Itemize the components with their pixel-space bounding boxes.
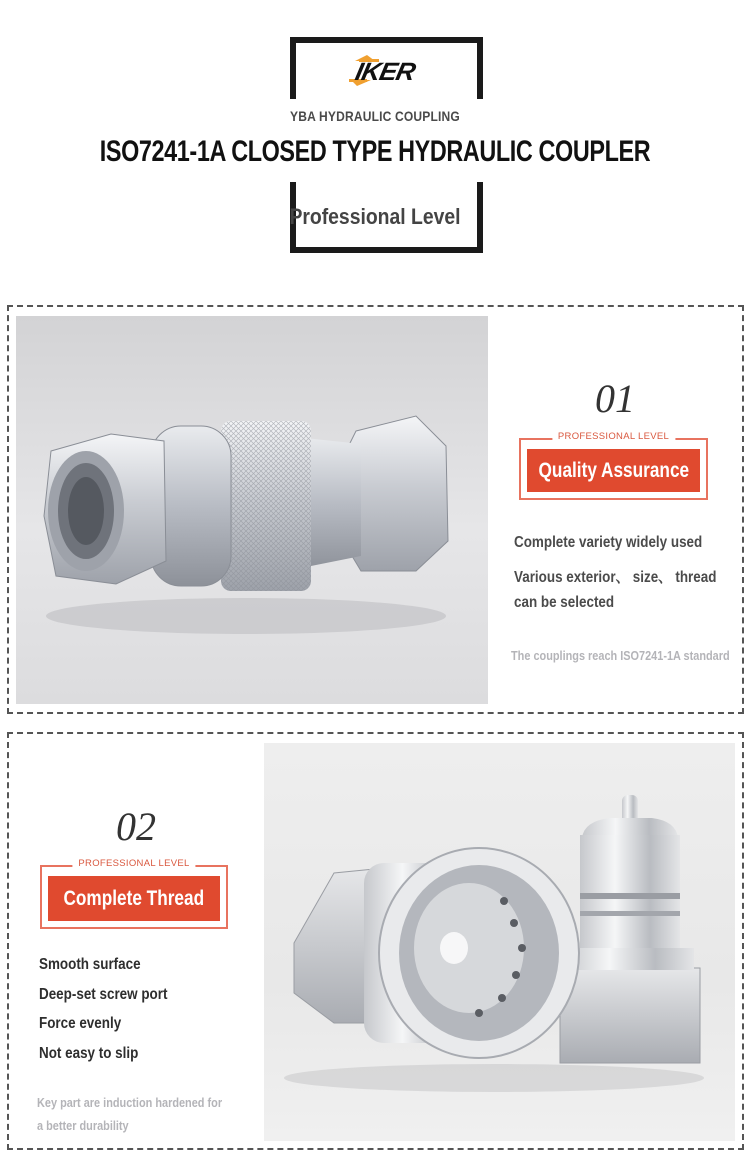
badge-fill [527, 449, 700, 492]
quality-assurance-badge [519, 431, 708, 500]
feature-line: Force evenly [39, 1015, 122, 1032]
feature-line: Various exterior、 size、 thread [514, 569, 717, 586]
logo-text: IKER [352, 58, 418, 86]
feature-line: Smooth surface [39, 956, 141, 973]
durability-note-line: a better durability [37, 1118, 129, 1133]
product-photo-socket-plug [264, 743, 735, 1141]
feature-line: Deep-set screw port [39, 986, 168, 1003]
professional-level-label: Professional Level [289, 204, 461, 229]
feature-line: Not easy to slip [39, 1045, 139, 1062]
standard-note: The couplings reach ISO7241-1A standard [511, 648, 730, 663]
feature-line: Complete variety widely used [514, 534, 703, 551]
section-number-01: 01 [595, 376, 635, 421]
complete-thread-badge [40, 858, 228, 929]
badge-title: Complete Thread [63, 886, 205, 910]
badge-caption: PROFESSIONAL LEVEL [552, 431, 675, 442]
page-title: ISO7241-1A CLOSED TYPE HYDRAULIC COUPLER [99, 135, 651, 168]
product-photo-coupler [16, 316, 488, 704]
coupler-socket-plug-image-icon [264, 743, 735, 1141]
section-number-02: 02 [116, 804, 156, 849]
durability-note-line: Key part are induction hardened for [37, 1095, 223, 1110]
feature-line: can be selected [514, 594, 615, 611]
badge-title: Quality Assurance [538, 458, 689, 482]
badge-fill [48, 876, 220, 921]
header-subtitle: YBA HYDRAULIC COUPLING [290, 108, 460, 124]
brand-logo [345, 50, 435, 92]
badge-caption: PROFESSIONAL LEVEL [72, 858, 195, 869]
hydraulic-coupler-image-icon [16, 316, 488, 704]
